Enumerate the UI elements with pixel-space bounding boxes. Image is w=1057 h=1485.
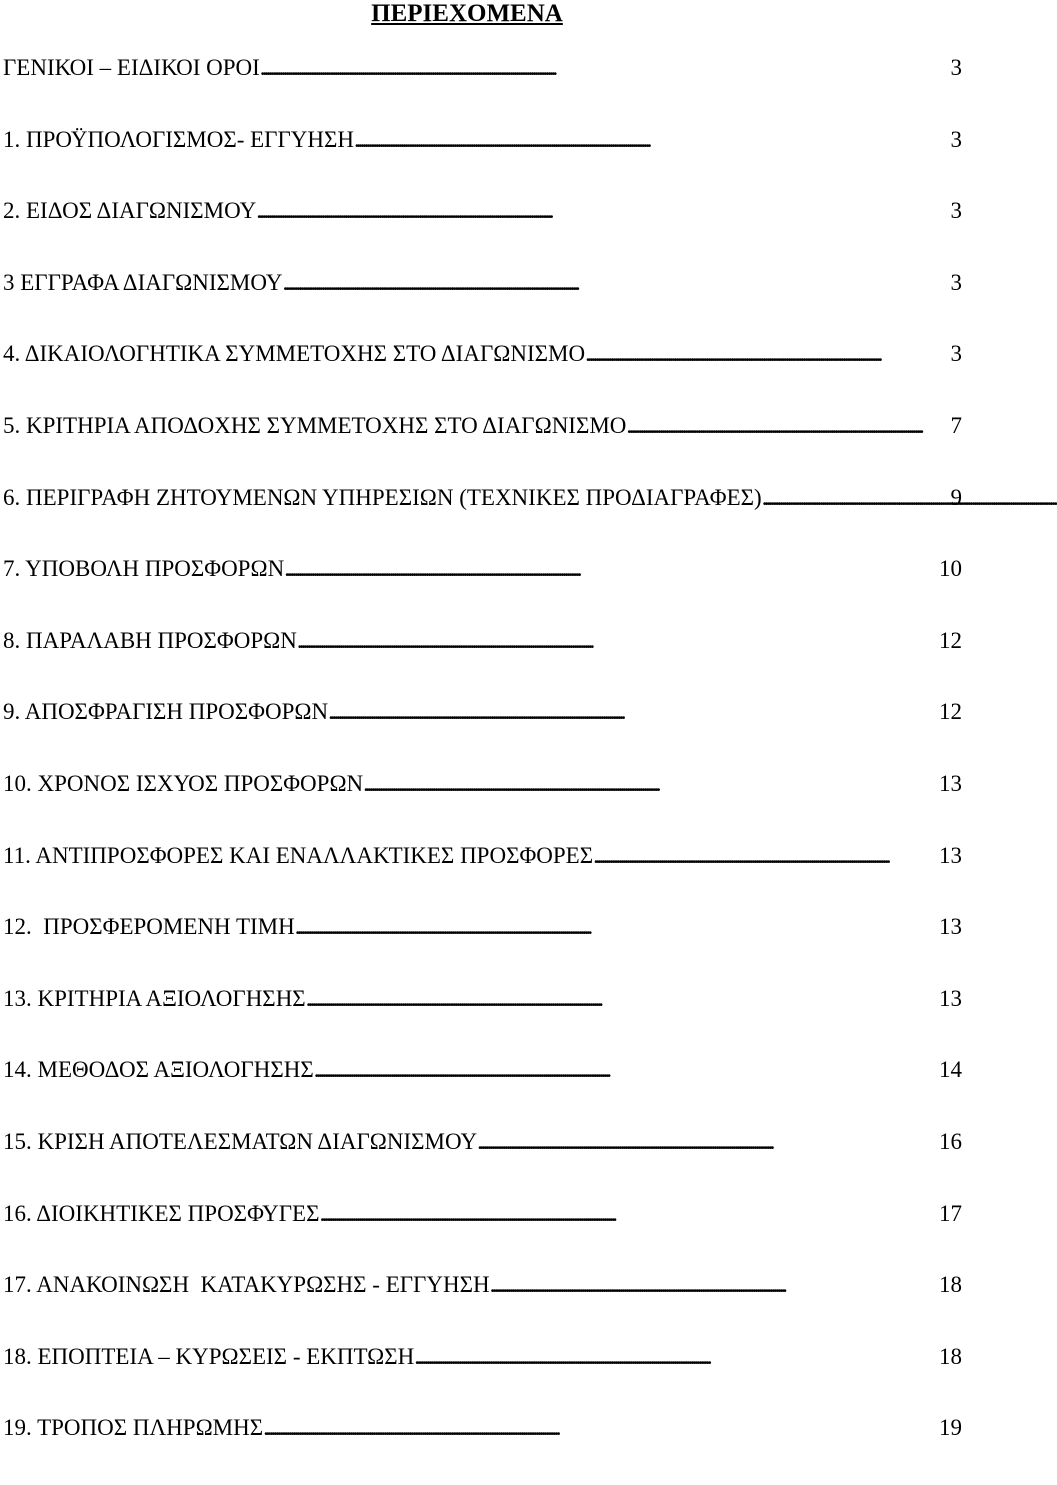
toc-entry-4[interactable]	[3, 339, 962, 411]
toc-entry-page: 16	[939, 1128, 962, 1154]
toc-entry-11[interactable]	[3, 841, 962, 913]
toc-list	[3, 53, 962, 1485]
dot-leader	[306, 984, 935, 1014]
dot-leader	[297, 626, 935, 656]
toc-entry-label: 3 ΕΓΓΡΑΦΑ ΔΙΑΓΩΝΙΣΜΟΥ	[3, 269, 283, 295]
toc-entry-label: ΓΕΝΙΚΟΙ – ΕΙΔΙΚΟΙ ΟΡΟΙ	[3, 55, 260, 80]
dot-leader	[762, 483, 947, 513]
toc-entry-page: 3	[950, 341, 962, 367]
toc-entry-label: 9. ΑΠΟΣΦΡΑΓΙΣΗ ΠΡΟΣΦΟΡΩΝ	[3, 699, 329, 725]
toc-entry-13[interactable]	[3, 984, 962, 1056]
toc-entry-label: 10. ΧΡΟΝΟΣ ΙΣΧΥΟΣ ΠΡΟΣΦΟΡΩΝ	[3, 770, 364, 796]
dot-leader	[320, 1199, 936, 1229]
toc-entry-3[interactable]	[3, 268, 962, 340]
toc-entry-label: 1. ΠΡΟΫΠΟΛΟΓΙΣΜΟΣ- ΕΓΓΥΗΣΗ	[3, 126, 354, 152]
toc-entry-general-terms[interactable]	[3, 53, 962, 125]
toc-entry-label: 19. ΤΡΟΠΟΣ ΠΛΗΡΩΜΗΣ	[3, 1415, 264, 1441]
dot-leader	[256, 196, 946, 226]
toc-entry-label: 6. ΠΕΡΙΓΡΑΦΗ ΖΗΤΟΥΜΕΝΩΝ ΥΠΗΡΕΣΙΩΝ (ΤΕΧΝΙΚΕΣ ΠΡΟΔΙΑΓΡΑΦΕΣ)	[3, 484, 762, 510]
toc-entry-6[interactable]	[3, 483, 962, 555]
toc-entry-label: 12. ΠΡΟΣΦΕΡΟΜΕΝΗ ΤΙΜΗ	[3, 914, 295, 940]
toc-entry-page: 3	[950, 55, 962, 80]
toc-entry-page: 9	[950, 484, 962, 510]
toc-entry-label: 13. ΚΡΙΤΗΡΙΑ ΑΞΙΟΛΟΓΗΣΗΣ	[3, 985, 306, 1011]
toc-entry-5[interactable]	[3, 411, 962, 483]
toc-entry-label: 2. ΕΙΔΟΣ ΔΙΑΓΩΝΙΣΜΟΥ	[3, 198, 257, 224]
toc-entry-label: 16. ΔΙΟΙΚΗΤΙΚΕΣ ΠΡΟΣΦΥΓΕΣ	[3, 1200, 320, 1226]
toc-entry-label: 18. ΕΠΟΠΤΕΙΑ – ΚΥΡΩΣΕΙΣ - ΕΚΠΤΩΣΗ	[3, 1343, 415, 1369]
toc-entry-page: 13	[939, 842, 962, 868]
dot-leader	[354, 125, 947, 155]
dot-leader	[328, 697, 935, 727]
toc-entry-page: 3	[950, 198, 962, 224]
dot-leader	[626, 411, 946, 441]
toc-entry-label: 11. ΑΝΤΙΠΡΟΣΦΟΡΕΣ ΚΑΙ ΕΝΑΛΛΑΚΤΙΚΕΣ ΠΡΟΣΦΟΡΕΣ	[3, 842, 594, 868]
toc-entry-page: 3	[950, 126, 962, 152]
toc-title: ΠΕΡΙΕΧΟΜΕΝΑ	[371, 0, 563, 27]
toc-entry-page: 18	[939, 1343, 962, 1369]
dot-leader	[263, 1413, 935, 1443]
toc-entry-page: 13	[939, 770, 962, 796]
toc-entry-12[interactable]	[3, 912, 962, 984]
dot-leader	[414, 1342, 935, 1372]
dot-leader	[260, 53, 947, 83]
toc-entry-page: 13	[939, 985, 962, 1011]
toc-entry-label: 17. ΑΝΑΚΟΙΝΩΣΗ ΚΑΤΑΚΥΡΩΣΗΣ - ΕΓΓΥΗΣΗ	[3, 1272, 490, 1298]
toc-entry-19[interactable]	[3, 1413, 962, 1485]
dot-leader	[284, 554, 935, 584]
toc-entry-page: 18	[939, 1272, 962, 1298]
dot-leader	[282, 268, 946, 298]
toc-entry-18[interactable]	[3, 1342, 962, 1414]
toc-entry-16[interactable]	[3, 1199, 962, 1271]
toc-entry-9[interactable]	[3, 697, 962, 769]
dot-leader	[314, 1055, 935, 1085]
toc-entry-17[interactable]	[3, 1270, 962, 1342]
toc-entry-page: 10	[939, 556, 962, 582]
toc-entry-1[interactable]	[3, 125, 962, 197]
dot-leader	[593, 841, 935, 871]
toc-entry-14[interactable]	[3, 1055, 962, 1127]
toc-entry-label: 7. ΥΠΟΒΟΛΗ ΠΡΟΣΦΟΡΩΝ	[3, 556, 285, 582]
toc-entry-page: 3	[950, 269, 962, 295]
toc-entry-page: 17	[939, 1200, 962, 1226]
dot-leader	[295, 912, 935, 942]
toc-entry-page: 13	[939, 914, 962, 940]
toc-entry-page: 12	[939, 699, 962, 725]
toc-entry-15[interactable]	[3, 1127, 962, 1199]
toc-entry-label: 5. ΚΡΙΤΗΡΙΑ ΑΠΟΔΟΧΗΣ ΣΥΜΜΕΤΟΧΗΣ ΣΤΟ ΔΙΑΓΩΝΙΣΜΟ	[3, 412, 627, 438]
toc-entry-label: 4. ΔΙΚΑΙΟΛΟΓΗΤΙΚΑ ΣΥΜΜΕΤΟΧΗΣ ΣΤΟ ΔΙΑΓΩΝΙΣΜΟ	[3, 341, 586, 367]
dot-leader	[490, 1270, 935, 1300]
toc-entry-page: 14	[939, 1057, 962, 1083]
dot-leader	[363, 769, 935, 799]
toc-entry-label: 8. ΠΑΡΑΛΑΒΗ ΠΡΟΣΦΟΡΩΝ	[3, 627, 297, 653]
toc-entry-label: 14. ΜΕΘΟΔΟΣ ΑΞΙΟΛΟΓΗΣΗΣ	[3, 1057, 314, 1083]
dot-leader	[477, 1127, 935, 1157]
toc-entry-7[interactable]	[3, 554, 962, 626]
toc-entry-8[interactable]	[3, 626, 962, 698]
toc-entry-10[interactable]	[3, 769, 962, 841]
toc-entry-label: 15. ΚΡΙΣΗ ΑΠΟΤΕΛΕΣΜΑΤΩΝ ΔΙΑΓΩΝΙΣΜΟΥ	[3, 1128, 478, 1154]
toc-entry-page: 7	[950, 412, 962, 438]
toc-entry-page: 19	[939, 1415, 962, 1441]
toc-entry-page: 12	[939, 627, 962, 653]
toc-entry-2[interactable]	[3, 196, 962, 268]
dot-leader	[585, 339, 946, 369]
